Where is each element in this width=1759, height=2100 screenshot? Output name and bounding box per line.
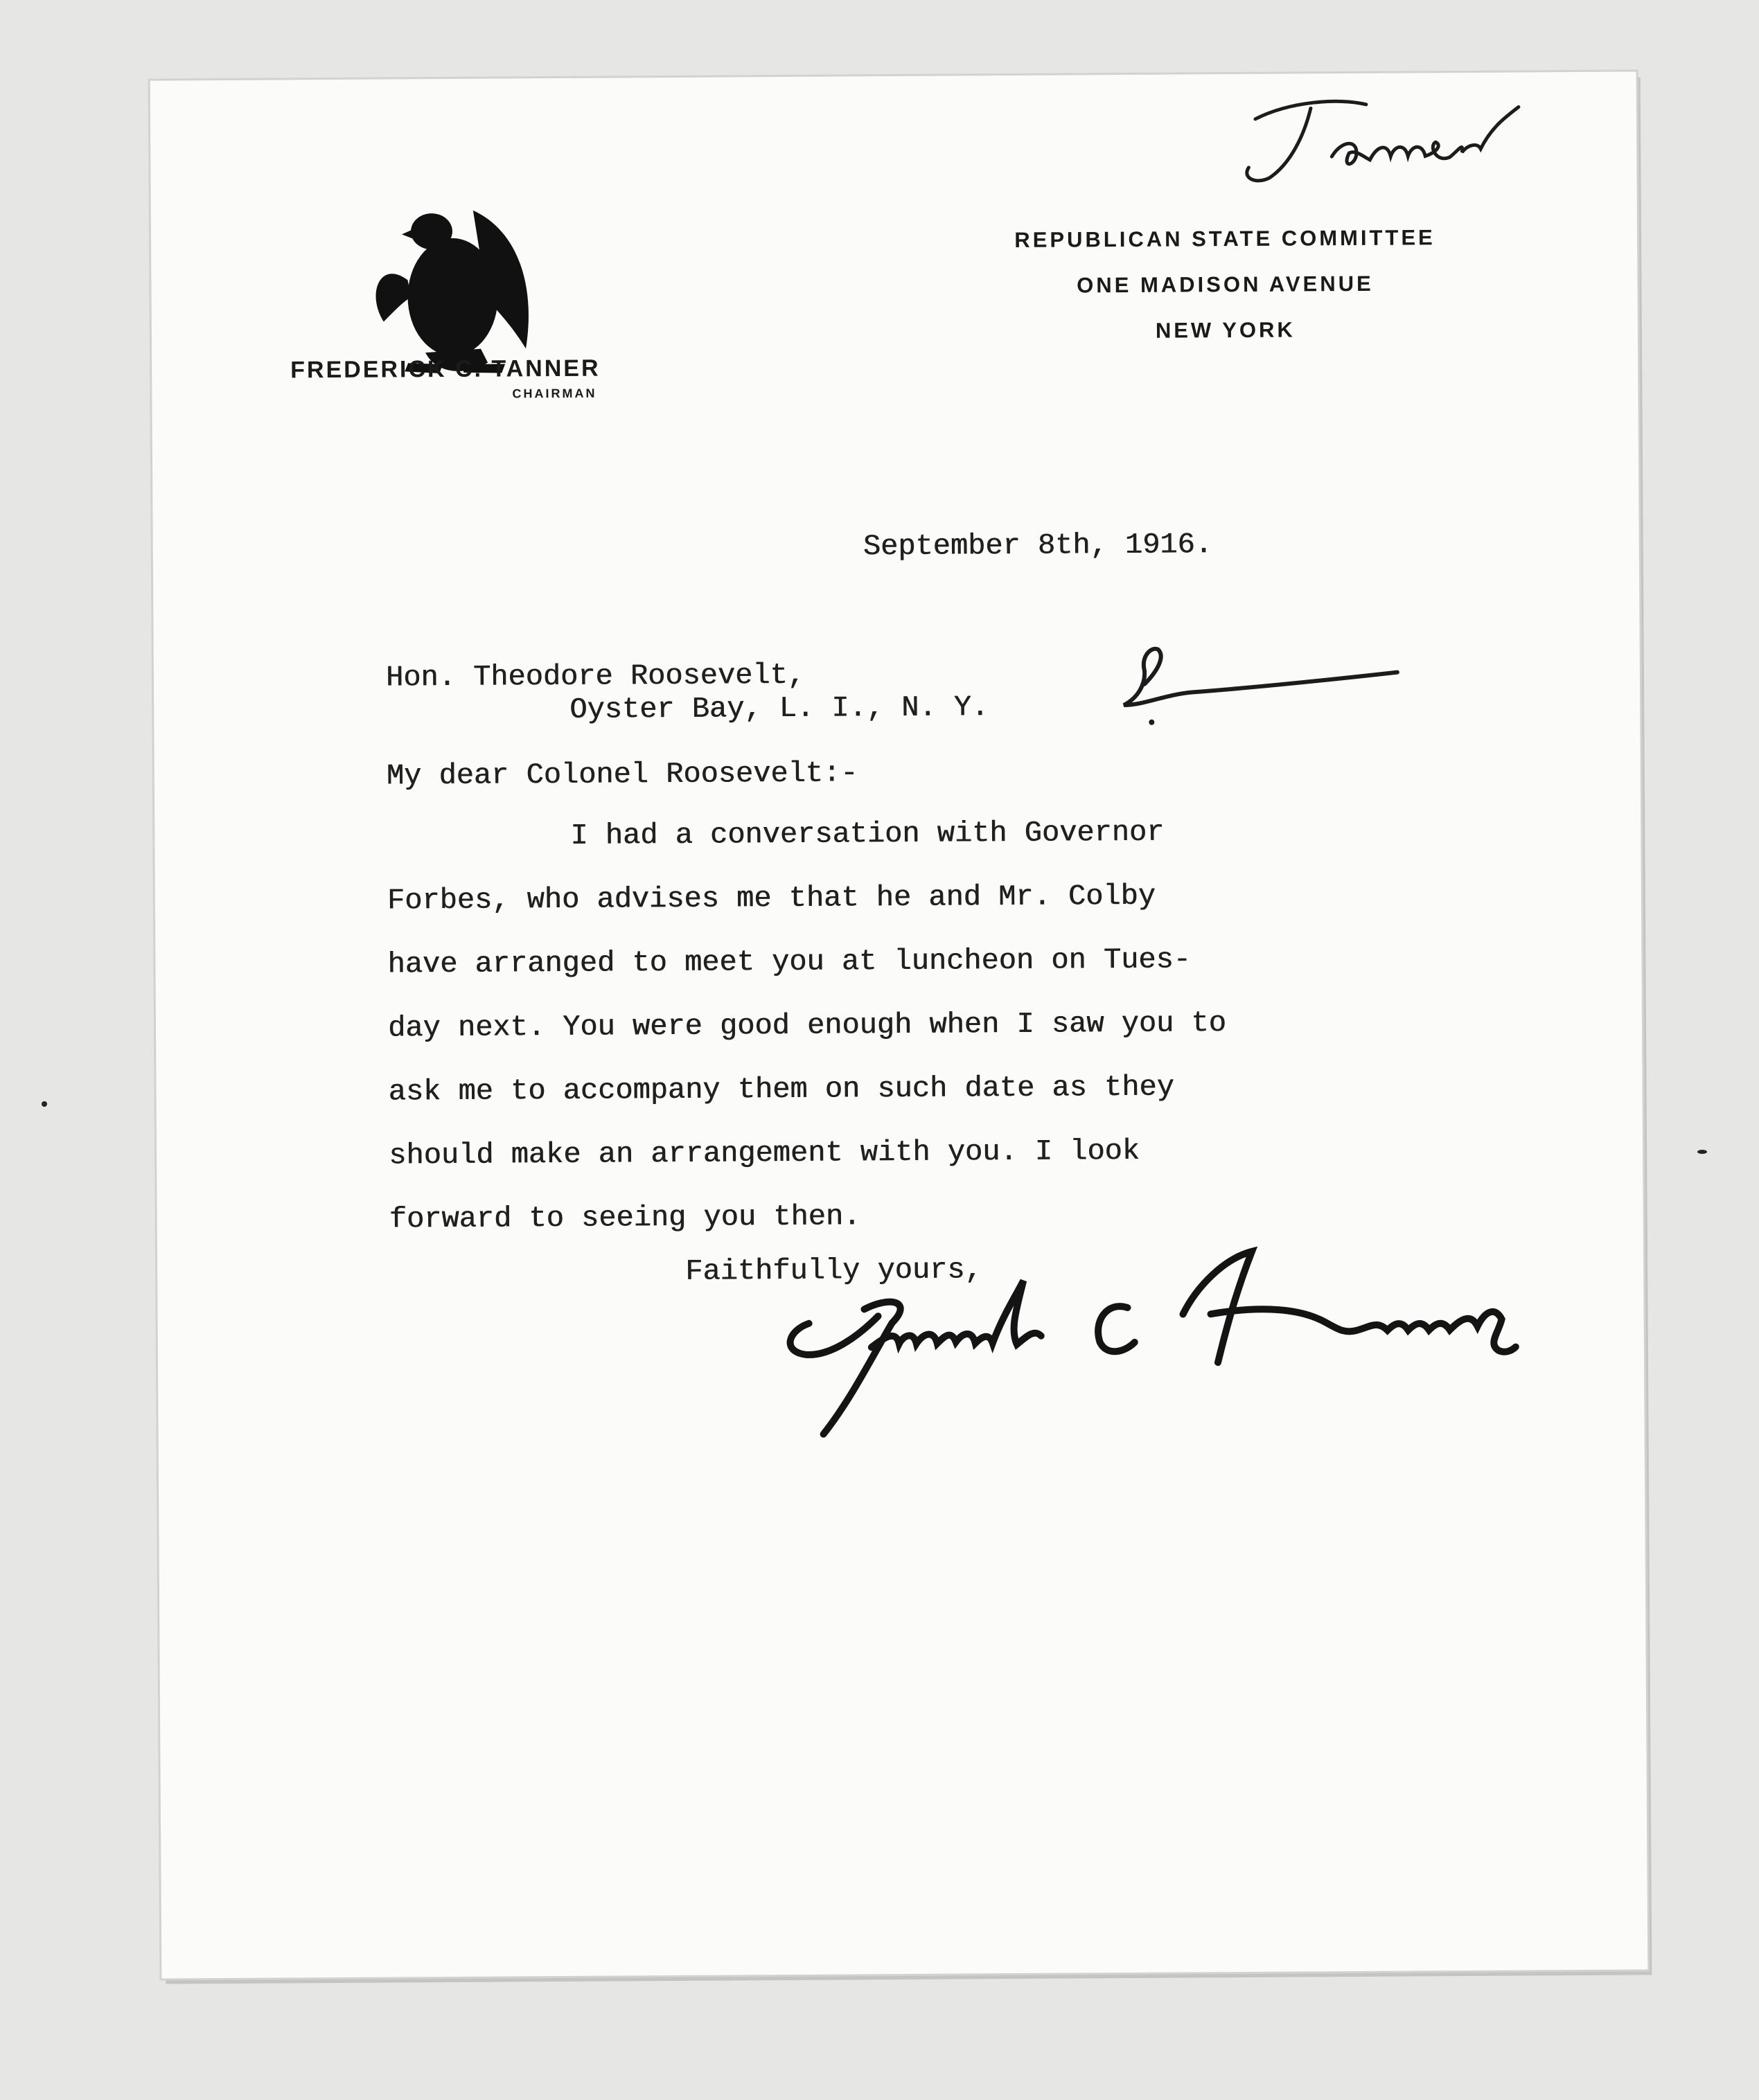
backdrop-speck [42,1101,47,1107]
body-line: ask me to accompany them on such date as they [388,1070,1174,1109]
handwritten-signature [767,1229,1530,1441]
city: NEW YORK [1155,317,1296,343]
recipient-name: Hon. Theodore Roosevelt, [385,658,805,695]
body-line: have arranged to meet you at luncheon on Tues- [387,943,1191,981]
handwritten-tanner-annotation [1228,79,1547,199]
street-address: ONE MADISON AVENUE [1077,271,1374,298]
letter-date: September 8th, 1916. [863,528,1213,564]
body-line: I had a conversation with Governor [570,815,1165,853]
letter-body [387,814,1426,1236]
body-line: day next. You were good enough when I saw you to [387,1006,1226,1045]
recipient-address: Oyster Bay, L. I., N. Y. [569,691,989,727]
salutation: My dear Colonel Roosevelt:- [386,756,858,793]
closing: Faithfully yours, [685,1253,982,1288]
letterhead-address [913,214,1537,355]
sender-title: CHAIRMAN [512,386,597,401]
address-pen-flourish [985,628,1402,734]
letter-sheet [150,71,1648,1978]
body-line: Forbes, who advises me that he and Mr. Colby [387,879,1156,918]
body-line: forward to seeing you then. [389,1200,861,1236]
backdrop-speck [1697,1150,1707,1154]
sender-name: FREDERICK C. TANNER [290,355,601,384]
body-line: should make an arrangement with you. I look [388,1134,1140,1173]
organization-name: REPUBLICAN STATE COMMITTEE [1014,225,1435,252]
